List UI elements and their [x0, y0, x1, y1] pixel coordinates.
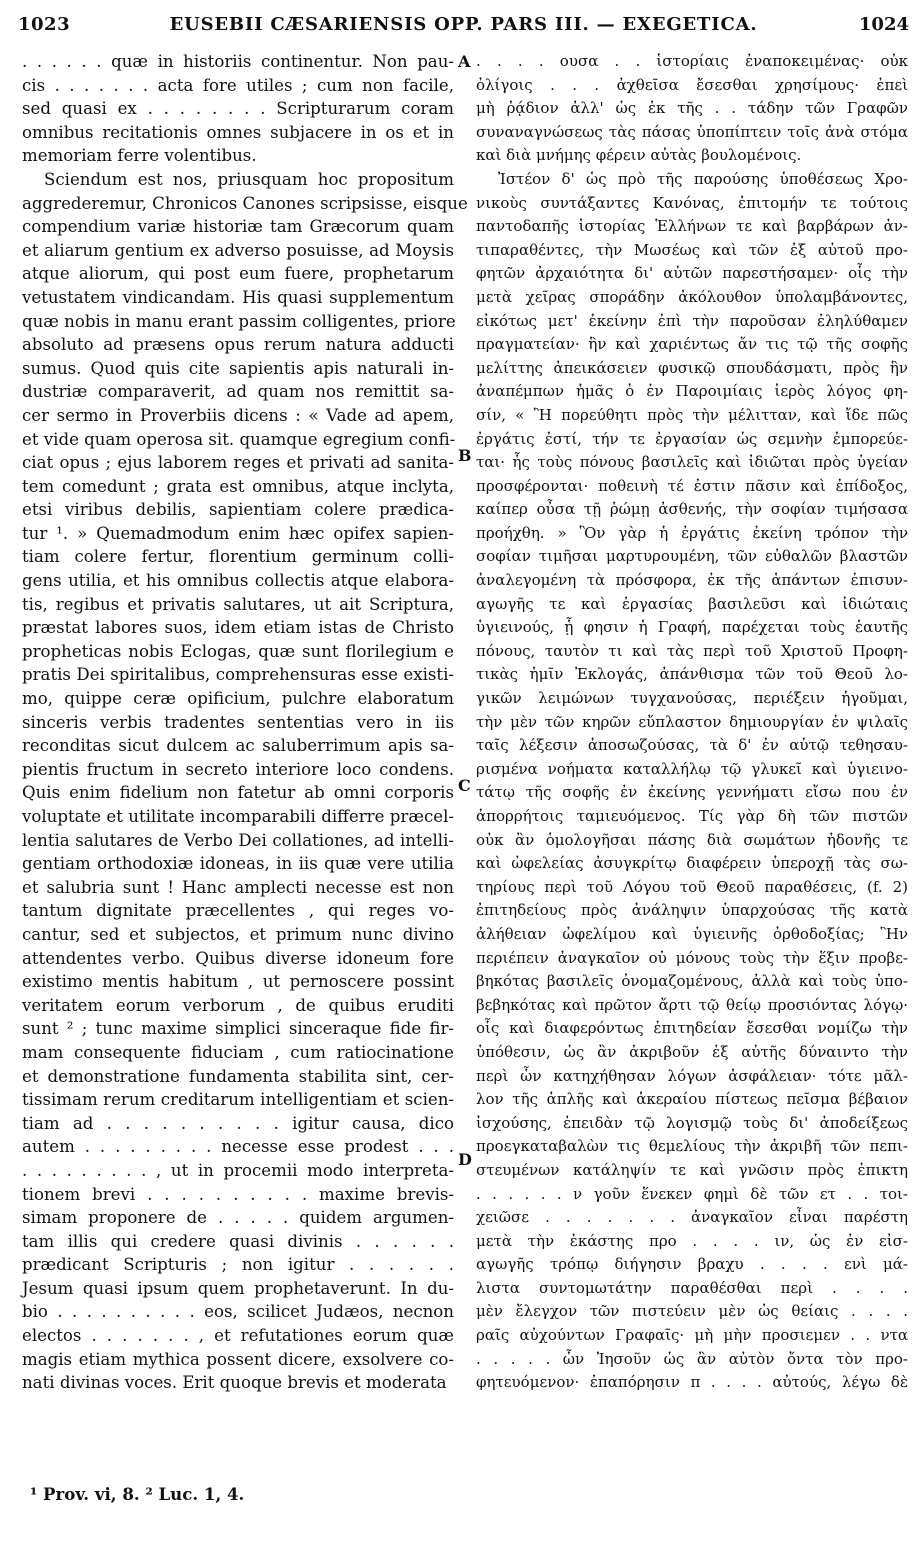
text-line: λιστα συντομωτάτην παραθέσθαι περὶ . . . . — [476, 1278, 908, 1297]
text-line: tur ¹. » Quemadmodum enim hæc opifex sapien- — [22, 523, 454, 543]
text-line: tantum dignitate præcellentes , qui reges vo- — [22, 901, 454, 921]
text-line: ἀναλεγομένη τὰ πρόσφορα, ἐκ τῆς ἁπάντων ἐπισυν- — [476, 571, 908, 590]
text-line: præstat labores suos, idem etiam istas de Christo — [22, 618, 454, 638]
text-line: ὑπόθεσιν, ὡς ἂν ἀκριβοῦν ἐξ αὐτῆς δύναιντο τὴν — [476, 1042, 908, 1061]
text-line: πραγματείαν· ἣν καὶ χαριέντως ἄν τις τῷ τῆς σοφῆς — [476, 335, 908, 354]
text-line: μετὰ χεῖρας σποράδην ἀκόλουθον ὑπολαμβάνοντες, — [476, 287, 908, 306]
text-line: voluptate et utilitate incomparabili differre præcel- — [22, 807, 454, 826]
text-line: attendentes verbo. Quibus diverse idoneum fore — [22, 948, 454, 968]
text-line: autem . . . . . . . . . necesse esse prodest . . . — [22, 1137, 454, 1157]
text-line: sinceris verbis tradentes sententias vero in iis — [22, 712, 454, 732]
text-line: tiam colere fertur, florentium germinum colli- — [22, 547, 454, 567]
text-line: et salubria sunt ! Hanc amplecti necesse est non — [22, 877, 454, 897]
text-line: παντοδαπῆς ἱστορίας Ἑλλήνων τε καὶ βαρβάρων ἀν- — [476, 217, 908, 236]
text-line: ταῖς λέξεσιν ἀποσωζούσας, τὰ δ' ἐν αὐτῷ τεθησαυ- — [476, 736, 908, 755]
text-line: cer sermo in Proverbiis dicens : « Vade ad apem, — [22, 405, 454, 425]
text-line: mo, quippe ceræ opificium, pulchre elaboratum — [22, 689, 454, 709]
text-line: gentiam orthodoxiæ idoneas, in iis quæ vere utilia — [22, 854, 454, 874]
text-line: nati divinas voces. Erit quoque brevis et moderata — [22, 1373, 447, 1393]
text-line: σίν, « Ἢ πορεύθητι πρὸς τὴν μέλιτταν, καὶ ἴδε πῶς — [476, 405, 908, 424]
text-line: αγωγῆς τρόπῳ διήγησιν βραχυ . . . . ενὶ μά- — [476, 1255, 908, 1274]
text-line: compendium variæ historiæ tam Græcorum quam — [22, 217, 454, 237]
text-line: et demonstratione fundamenta stabilita sint, cer- — [22, 1066, 454, 1086]
text-line: φητευόμενον· ἐπαπόρησιν π . . . . αὐτούς, λέγω δὲ — [476, 1373, 908, 1392]
text-line: gens utilia, et his omnibus collectis atque elabora- — [22, 571, 454, 591]
text-line: pientis fructum in secreto interiore loco condens. — [22, 759, 454, 779]
text-line: sumus. Quod quis cite sapientis apis naturali in- — [22, 358, 454, 378]
running-title: EUSEBII CÆSARIENSIS OPP. PARS III. — EXEGETICA. — [169, 14, 758, 35]
text-line: etsi viribus debilis, sapientiam colere prædica- — [22, 500, 454, 520]
text-line: dustriæ comparaverit, ad quam nos remittit sa- — [22, 382, 454, 402]
text-line: λον τῆς ἁπλῆς καὶ ἀκεραίου πίστεως πεῖσμα βέβαιον — [476, 1090, 908, 1109]
text-line: ὑγιεινούς, ᾗ φησιν ἡ Γραφή, παρέχεται τοὺς ἑαυτῆς — [476, 618, 908, 637]
text-line: ραῖς αὐχούντων Γραφαῖς· μὴ μὴν προσιεμεν . . ντα — [476, 1326, 908, 1345]
margin-letter-b: B — [458, 446, 472, 465]
text-line: tem comedunt ; grata est omnibus, atque inclyta, — [22, 476, 454, 496]
text-line: ἀπορρήτοις ταμιευόμενος. Τίς γὰρ δὴ τῶν πιστῶν — [476, 807, 908, 825]
margin-letter-c: C — [458, 776, 471, 795]
text-line: προεγκαταβαλὼν τις θεμελίους τὴν ἀκριβῆ τῶν πεπι- — [476, 1137, 908, 1156]
text-line: Ἰστέον δ' ὡς πρὸ τῆς παρούσης ὑποθέσεως Χρο- — [498, 169, 908, 188]
text-line: ἐργάτις ἐστί, τήν τε ἐργασίαν ὡς σεμνὴν ἐμπορεύε- — [476, 429, 908, 448]
footnotes: ¹ Prov. vi, 8. ² Luc. 1, 4. — [30, 1484, 245, 1504]
text-line: τάτῳ τῆς σοφῆς ἐν ἐκείνης γεννήματι εἴσω που ἐν — [476, 783, 908, 802]
text-line: tam illis qui credere quasi divinis . . . . . . — [22, 1231, 454, 1251]
text-line: sunt ² ; tunc maxime simplici sinceraque fide fir- — [22, 1019, 454, 1039]
text-line: φητῶν ἀρχαιότητα δι' αὐτῶν παρεστήσαμεν· οἷς τὴν — [476, 264, 908, 283]
text-line: τιπαραθέντες, τὴν Μωσέως καὶ τῶν ἐξ αὐτοῦ προ- — [476, 240, 908, 259]
text-line: et vide quam operosa sit. quamque egregium confi- — [22, 429, 456, 449]
text-line: καίπερ οὖσα τῇ ῥώμῃ ἀσθενής, τὴν σοφίαν τιμήσασα — [476, 500, 908, 519]
text-line: τηρίους περὶ τοῦ Λόγου τοῦ Θεοῦ παραθέσεις, (f. 2) — [476, 877, 908, 896]
page-number-right: 1024 — [858, 14, 909, 35]
text-line: βεβηκότας καὶ πρῶτον ἄρτι τῷ θείῳ προσιόντας λόγῳ· — [476, 995, 908, 1014]
text-line: ἀναπέμπων ἡμᾶς ὁ ἐν Παροιμίαις ἱερὸς λόγος φη- — [476, 382, 908, 401]
text-line: ciat opus ; ejus laborem reges et privati ad sanita- — [22, 453, 454, 473]
text-line: προήχθη. » Ὃν γὰρ ἡ ἐργάτις ἐκείνη τρόπον τὴν — [476, 523, 908, 542]
text-line: σοφίαν τιμῆσαι μαρτυρουμένη, τῶν εὐθαλῶν βλαστῶν — [476, 547, 908, 566]
text-line: prædicant Scripturis ; non igitur . . . . . . — [22, 1255, 454, 1275]
text-line: . . . . . . . . . , ut in procemii modo interpreta- — [22, 1160, 454, 1180]
text-line: tissimam rerum creditarum intelligentiam et scien- — [22, 1090, 454, 1110]
text-line: βηκότας βασιλεῖς ὀνομαζομένους, ἀλλὰ καὶ τοὺς ὑπο- — [476, 972, 908, 991]
text-line: . . . . . . ν γοῦν ἕνεκεν φημὶ δὲ τῶν ετ . . τοι- — [476, 1184, 908, 1203]
text-line: magis etiam mythica possent dicere, exsolvere co- — [22, 1349, 454, 1369]
text-line: τικὰς ἡμῖν Ἐκλογάς, ἀπάνθισμα τῶν τοῦ Θεοῦ λο- — [476, 665, 908, 684]
greek-column — [476, 50, 908, 1395]
text-line: οἷς καὶ διαφερόντως ἐπιτηδείαν ἔσεσθαι νομίζω τὴν — [476, 1019, 908, 1038]
text-line: propheticas nobis Eclogas, quæ sunt florilegium e — [22, 641, 454, 661]
text-line: Sciendum est nos, priusquam hoc propositum — [44, 169, 454, 189]
text-line: μελίττης ἀπεικάσειεν φυσικῷ σπουδάσματι, πρὸς ἣν — [476, 358, 908, 377]
text-line: et aliarum gentium ex adverso posuisse, ad Moysis — [22, 240, 454, 260]
latin-column — [22, 50, 468, 1395]
text-line: αγωγῆς τε καὶ ἐργασίας βασιλεῦσι καὶ ἰδιώταις — [476, 594, 908, 613]
margin-letter-a: A — [458, 52, 471, 71]
text-line: tiam ad . . . . . . . . . . igitur causa, dico — [22, 1113, 454, 1133]
text-line: cis . . . . . . . acta fore utiles ; cum non facile, — [22, 75, 454, 95]
text-line: πόνους, ταυτὸν τι καὶ τὰς περὶ τοῦ Χριστοῦ Προφη- — [476, 641, 908, 660]
text-line: ται· ἧς τοὺς πόνους βασιλεῖς καὶ ἰδιῶται πρὸς ὑγείαν — [476, 453, 908, 472]
text-line: mam consequente fiduciam , cum ratiocinatione — [22, 1042, 454, 1062]
text-line: cantur, sed et subjectos, et primum nunc divino — [22, 924, 454, 944]
text-line: ρισμένα νοήματα καταλλήλῳ τῷ γλυκεῖ καὶ ὑγιεινο- — [476, 759, 908, 778]
text-line: χειῶσε . . . . . . . ἀναγκαῖον εἶναι παρέστη — [476, 1208, 908, 1227]
text-line: electos . . . . . . . , et refutationes eorum quæ — [22, 1326, 454, 1346]
text-line: περὶ ὧν κατηχήθησαν λόγων ἀσφάλειαν· τότε μᾶλ- — [476, 1066, 908, 1085]
text-line: Jesum quasi ipsum quem prophetaverunt. In du- — [22, 1278, 454, 1298]
text-line: συναναγνώσεως τὰς πάσας ὑποπίπτειν τοῖς ἀνὰ στόμα — [476, 122, 908, 141]
text-line: reconditas sicut dulcem ac saluberrimum apis sa- — [22, 736, 454, 756]
text-line: bio . . . . . . . . . . eos, scilicet Judæos, necnon — [22, 1302, 454, 1322]
text-line: μὲν ἔλεγχον τῶν πιστεύειν μὲν ὡς θείαις . . . . — [476, 1302, 908, 1321]
text-line: προσφέρονται· ποθεινὴ τέ ἐστιν πᾶσιν καὶ ἐπίδοξος, — [476, 476, 908, 495]
text-line: omnibus recitationis omnes subjacere in os et in — [22, 122, 454, 142]
text-line: simam proponere de . . . . . quidem argumen- — [22, 1208, 454, 1228]
text-line: absoluto ad præsens opus rerum natura adducti — [22, 335, 454, 355]
text-line: μὴ ῥᾴδιον ἀλλ' ὡς ἐκ τῆς . . τάδην τῶν Γραφῶν — [476, 99, 908, 118]
text-line: ἰσχούσης, ἐπειδὰν τῷ λογισμῷ τοὺς δι' ἀποδείξεως — [476, 1113, 908, 1132]
text-line: οὐκ ἂν ὁμολογῆσαι πάσης διὰ σωμάτων ἡδονῆς τε — [476, 830, 908, 849]
text-line: . . . . . . quæ in historiis continentur. Non pau- — [22, 52, 454, 71]
text-line: . . . . . ὧν Ἰησοῦν ὡς ἂν αὐτὸν ὄντα τὸν προ- — [476, 1349, 908, 1368]
margin-letter-d: D — [458, 1150, 472, 1169]
text-line: lentia salutares de Verbo Dei collationes, ad intelli- — [22, 830, 454, 850]
text-line: νικοὺς συντάξαντες Κανόνας, ἐπιτομήν τε τούτοις — [476, 193, 908, 212]
text-line: ἐπιτηδείους πρὸς ἀνάληψιν ὑπαρχούσας τῆς κατὰ — [476, 901, 908, 920]
text-line: aggrederemur, Chronicos Canones scripsisse, eisque — [22, 193, 468, 213]
text-line: γικῶν λειμώνων τυγχανούσας, περιέξειν ἡγοῦμαι, — [476, 689, 908, 708]
text-line: καὶ ὠφελείας ἀσυγκρίτῳ διαφέρειν ὑπεροχῇ τὰς σω- — [476, 854, 908, 873]
text-line: μετὰ τὴν ἑκάστης προ . . . . ιν, ὡς ἐν εἰσ- — [476, 1231, 908, 1250]
text-line: tionem brevi . . . . . . . . . . maxime brevis- — [22, 1184, 454, 1204]
text-line: veritatem eorum verborum , de quibus eruditi — [22, 995, 454, 1015]
text-line: quæ nobis in manu erant passim colligentes, priore — [22, 311, 456, 331]
text-line: atque aliorum, qui post eum fuere, prophetarum — [22, 264, 454, 284]
text-line: ἀλήθειαν ὠφελίμου καὶ ὑγιεινῆς ὀρθοδοξίας; Ἣν — [476, 924, 908, 943]
text-line: Quis enim fidelium non fatetur ab omni corporis — [22, 783, 454, 803]
page-number-left: 1023 — [18, 14, 71, 35]
text-line: . . . . ουσα . . ἱστορίαις ἐναποκειμένας· οὐκ — [476, 52, 908, 70]
text-line: memoriam ferre volentibus. — [22, 146, 257, 166]
text-line: sed quasi ex . . . . . . . . Scripturarum coram — [22, 99, 454, 119]
text-line: vetustatem vindicandam. His quasi supplementum — [22, 287, 454, 307]
text-line: pratis Dei spiritalibus, comprehensuras esse existi- — [22, 665, 454, 685]
text-line: στευμένων κατάληψίν τε καὶ γνῶσιν πρὸς ἐπικτη — [476, 1160, 908, 1179]
running-header — [18, 14, 909, 44]
text-line: ὀλίγοις . . . ἀχθεῖσα ἔσεσθαι χρησίμους· ἐπεὶ — [476, 75, 908, 94]
text-line: εἰκότως μετ' ἐκείνην ἐπὶ τὴν παροῦσαν ἐληλύθαμεν — [476, 311, 908, 330]
text-line: περιέπειν ἀναγκαῖον οὐ μόνους τοὺς τὴν ἕξιν προβε- — [476, 948, 908, 967]
text-line: tis, regibus et privatis salutares, ut ait Scriptura, — [22, 594, 454, 614]
text-line: existimo mentis habitum , ut pernoscere possint — [22, 972, 454, 992]
text-line: τὴν μὲν τῶν κηρῶν εὔπλαστον δημιουργίαν ἐν ψιλαῖς — [476, 712, 908, 731]
text-line: καὶ διὰ μνήμης φέρειν αὐτὰς βουλομένοις. — [476, 146, 802, 165]
